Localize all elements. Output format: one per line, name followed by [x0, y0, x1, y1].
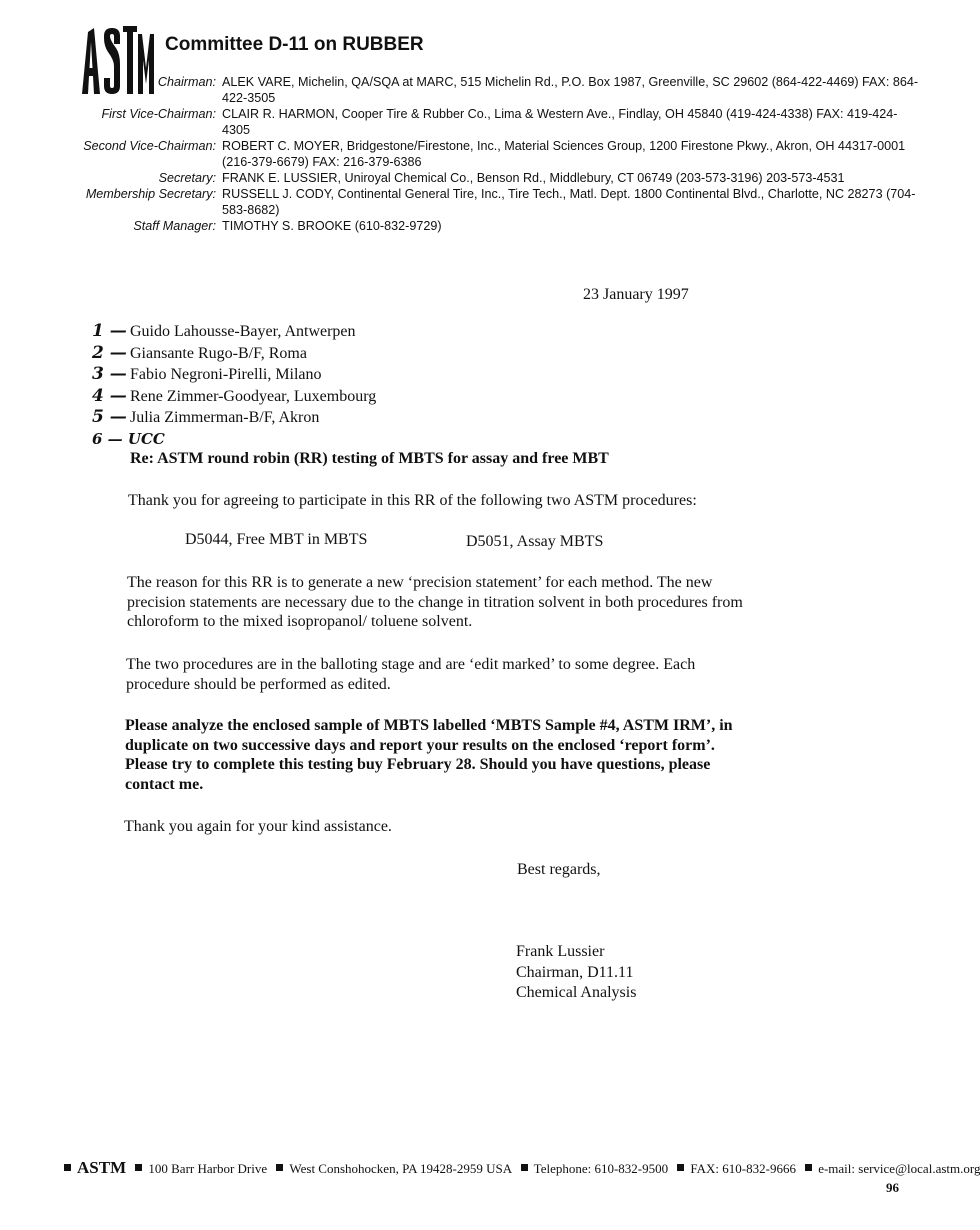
recipient-item: [92, 386, 376, 408]
footer: [64, 1158, 980, 1178]
paragraph-line: duplicate on two successive days and report your results on the enclosed ‘report form’.: [125, 736, 715, 754]
officer-role: First Vice-Chairman:: [101, 107, 216, 121]
officer-role: Chairman:: [157, 75, 216, 89]
officer-info: ROBERT C. MOYER, Bridgestone/Firestone, Inc., Material Sciences Group, 1200 Firestone Pkwy., Akron, OH 44317-0001 (216-379-6679) FAX: 216-379-6386: [222, 139, 906, 169]
recipient-name: Giansante Rugo-B/F, Roma: [130, 344, 307, 362]
square-bullet-icon: [805, 1164, 812, 1171]
officer-info: RUSSELL J. CODY, Continental General Tire, Inc., Tire Tech., Matl. Dept. 1800 Continental Blvd., Charlotte, NC 28273 (704-583-8682): [222, 187, 916, 217]
footer-city: West Conshohocken, PA 19428-2959 USA: [289, 1161, 512, 1176]
committee-title: Committee D-11 on RUBBER: [165, 34, 424, 55]
paragraph-line: procedure should be performed as edited.: [126, 675, 391, 693]
thanks-paragraph: Thank you again for your kind assistance.: [124, 818, 392, 835]
officer-staff-manager: [60, 218, 920, 234]
officer-info: CLAIR R. HARMON, Cooper Tire & Rubber Co., Lima & Western Ave., Findlay, OH 45840 (419-424-4338) FAX: 419-424-4305: [222, 107, 898, 137]
footer-email: e-mail: service@local.astm.org: [818, 1161, 980, 1176]
recipient-item: [92, 364, 376, 386]
recipient-name: Julia Zimmerman-B/F, Akron: [130, 409, 320, 427]
subject-line: Re: ASTM round robin (RR) testing of MBTS for assay and free MBT: [130, 450, 609, 467]
footer-brand: ASTM: [77, 1158, 127, 1177]
recipient-name: Fabio Negroni-Pirelli, Milano: [130, 366, 322, 384]
handwritten-annotation: 6 — UCC: [92, 429, 165, 448]
officer-role: Secretary:: [158, 171, 216, 185]
instructions-paragraph: [125, 716, 733, 794]
recipient-list: [92, 321, 376, 450]
paragraph-line: chloroform to the mixed isopropanol/ toluene solvent.: [127, 613, 473, 630]
square-bullet-icon: [521, 1164, 528, 1171]
recipient-item: [92, 343, 376, 365]
officer-role: Second Vice-Chairman:: [83, 139, 216, 153]
page-number: 96: [886, 1180, 899, 1195]
paragraph-line: The reason for this RR is to generate a new ‘precision statement’ for each method. The new: [127, 574, 713, 591]
intro-paragraph: Thank you for agreeing to participate in this RR of the following two ASTM procedures:: [128, 492, 697, 509]
officer-info: ALEK VARE, Michelin, QA/SQA at MARC, 515 Michelin Rd., P.O. Box 1987, Greenville, SC 29602 (864-422-4469) FAX: 864-422-3505: [222, 75, 919, 105]
signature-block: [516, 942, 636, 1004]
officer-info: FRANK E. LUSSIER, Uniroyal Chemical Co., Benson Rd., Middlebury, CT 06749 (203-573-3196) 203-573-4531: [222, 171, 845, 185]
recipient-item: [92, 429, 376, 450]
footer-fax: FAX: 610-832-9666: [690, 1161, 796, 1176]
signer-name: Frank Lussier: [516, 943, 605, 960]
officer-role: Staff Manager:: [133, 219, 216, 233]
handwritten-number: 3 —: [92, 364, 127, 385]
letter-date: 23 January 1997: [583, 286, 689, 303]
paragraph-line: Please try to complete this testing buy February 28. Should you have questions, please: [125, 756, 711, 773]
officer-chairman: [60, 74, 920, 106]
paragraph-line: contact me.: [125, 775, 204, 793]
handwritten-number: 2 —: [92, 342, 127, 363]
handwritten-number: 1 —: [92, 321, 127, 341]
handwritten-number: 5 —: [92, 407, 127, 428]
closing: Best regards,: [517, 861, 601, 878]
procedure-d5051: D5051, Assay MBTS: [466, 533, 604, 550]
paragraph-line: Please analyze the enclosed sample of MBTS labelled ‘MBTS Sample #4, ASTM IRM’, in: [125, 717, 733, 734]
officer-membership-secretary: [60, 186, 920, 218]
procedure-d5044: D5044, Free MBT in MBTS: [185, 531, 368, 548]
reason-paragraph: [127, 573, 743, 632]
procedures-paragraph: [126, 655, 695, 694]
square-bullet-icon: [135, 1164, 142, 1171]
officer-role: Membership Secretary:: [85, 187, 216, 201]
recipient-name: Guido Lahousse-Bayer, Antwerpen: [130, 323, 356, 340]
recipient-name: Rene Zimmer-Goodyear, Luxembourg: [130, 387, 377, 405]
paragraph-line: The two procedures are in the balloting stage and are ‘edit marked’ to some degree. Each: [126, 656, 696, 673]
handwritten-number: 4 —: [92, 385, 127, 406]
officer-secretary: [60, 170, 920, 186]
officer-second-vice-chairman: [60, 138, 920, 170]
signer-group: Chemical Analysis: [516, 984, 637, 1001]
officer-info: TIMOTHY S. BROOKE (610-832-9729): [222, 219, 442, 233]
paragraph-line: precision statements are necessary due to the change in titration solvent in both procedures from: [127, 593, 743, 611]
officer-first-vice-chairman: [60, 106, 920, 138]
square-bullet-icon: [64, 1164, 71, 1171]
recipient-item: [92, 321, 376, 343]
recipient-item: [92, 407, 376, 429]
square-bullet-icon: [677, 1164, 684, 1171]
square-bullet-icon: [276, 1164, 283, 1171]
officers-list: [60, 74, 920, 234]
footer-phone: Telephone: 610-832-9500: [533, 1161, 669, 1176]
footer-address: 100 Barr Harbor Drive: [148, 1161, 268, 1176]
signer-title: Chairman, D11.11: [516, 963, 634, 981]
